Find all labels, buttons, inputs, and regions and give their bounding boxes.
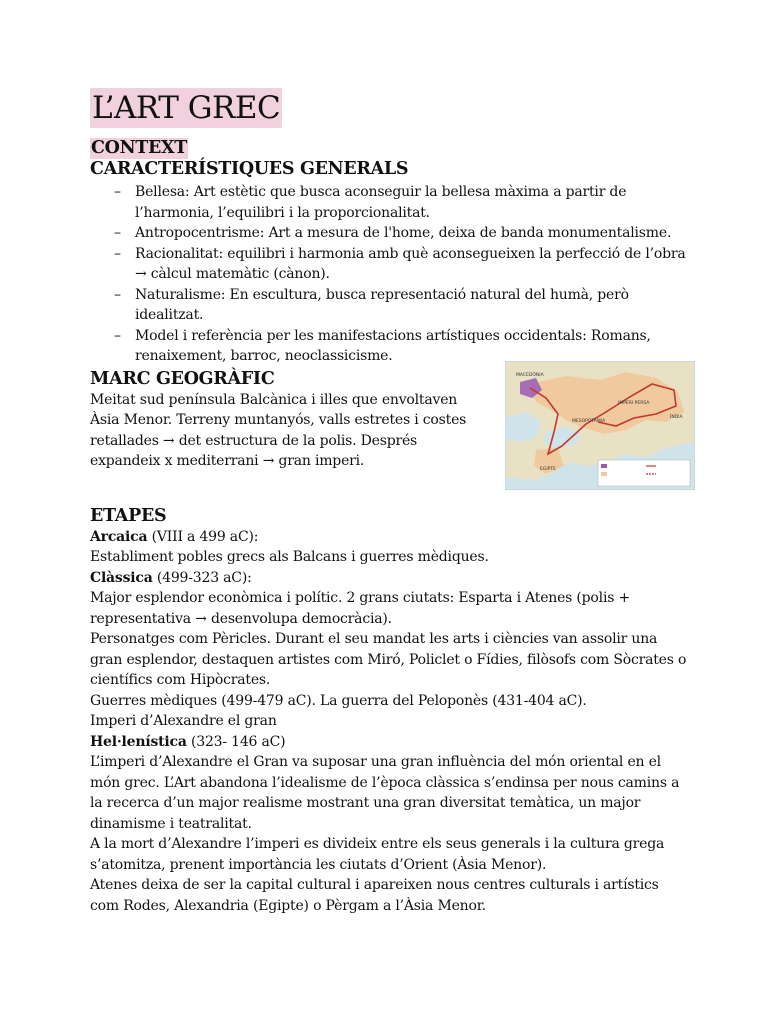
hellenistica-label: Hel·lenística bbox=[90, 733, 187, 750]
list-item: – Model i referència per les manifestacions artístiques occidentals: Romans, renaixement, barroc, neoclassicisme. bbox=[90, 326, 690, 367]
document-page bbox=[90, 88, 690, 916]
map-image bbox=[505, 361, 695, 490]
hellenistica-text-3: Atenes deixa de ser la capital cultural i apareixen nous centres culturals i artístics com Rodes, Alexandria (Egipte) o Pèrgam a l’Àsia Menor. bbox=[90, 877, 659, 914]
etapes-section bbox=[90, 506, 690, 917]
hellenistica-text-2: A la mort d’Alexandre l’imperi es divideix entre els seus generals i la cultura grega s’atomitza, prenent importància les ciutats d’Orient (Àsia Menor). bbox=[90, 836, 665, 873]
classica-line bbox=[90, 568, 690, 589]
list-item: – Naturalisme: En escultura, busca representació natural del humà, però idealitzat. bbox=[90, 285, 690, 326]
context-heading bbox=[90, 138, 690, 159]
map-label-macedonia: MACEDÒNIA bbox=[516, 372, 544, 378]
etapes-heading: ETAPES bbox=[90, 505, 167, 526]
list-item: – Antropocentrisme: Art a mesura de l'home, deixa de banda monumentalisme. bbox=[90, 223, 690, 244]
list-item: – Bellesa: Art estètic que busca aconseguir la bellesa màxima a partir de l’harmonia, l’equilibri i la proporcionalitat. bbox=[90, 182, 690, 223]
map-label-imperi-persa: IMPERI PERSA bbox=[618, 400, 650, 406]
classica-text-1: Major esplendor econòmica i polític. 2 grans ciutats: Esparta i Atenes (polis + representativa → desenvolupa democràcia). bbox=[90, 590, 630, 627]
hellenistica-line bbox=[90, 732, 690, 753]
classica-text-2: Personatges com Pèricles. Durant el seu mandat les arts i ciències van assolir una gran esplendor, destaquen artistes com Miró, Policlet o Fídies, filòsofs com Sòcrates o científics com Hipòcrates. bbox=[90, 631, 687, 688]
caracteristiques-heading: CARACTERÍSTIQUES GENERALS bbox=[90, 159, 409, 179]
caracteristiques-list bbox=[90, 182, 690, 367]
marc-text: Meitat sud península Balcànica i illes que envoltaven Àsia Menor. Terreny muntanyós, valls estretes i costes retallades → det estructura de la polis. Després expandeix x mediterrani → gran imperi. bbox=[90, 391, 467, 469]
classica-text-4: Imperi d’Alexandre el gran bbox=[90, 713, 277, 729]
arcaica-label: Arcaica bbox=[90, 528, 148, 545]
hellenistica-text-1: L’imperi d’Alexandre el Gran va suposar una gran influència del món oriental en el món grec. L’Art abandona l’idealisme de l’època clàssica s’endinsa per nous camins a la recerca d’un major realisme mostrant una gran diversitat temàtica, un major dinamisme i teatralitat. bbox=[90, 754, 680, 832]
classica-label: Clàssica bbox=[90, 569, 153, 586]
arcaica-line bbox=[90, 527, 690, 548]
map-label-mesopotamia: MESOPOTÀMIA bbox=[572, 418, 606, 424]
classica-dates: (499-323 aC): bbox=[152, 569, 252, 586]
context-heading-text: CONTEXT bbox=[91, 138, 188, 158]
marc-geografic-section bbox=[90, 369, 690, 472]
map-label-egipte: EGIPTE bbox=[540, 466, 556, 472]
list-item: – Racionalitat: equilibri i harmonia amb què aconsegueixen la perfecció de l’obra → càlcul matemàtic (cànon). bbox=[90, 244, 690, 285]
arcaica-text: Establiment pobles grecs als Balcans i guerres mèdiques. bbox=[90, 549, 489, 565]
page-title: L’ART GREC bbox=[92, 90, 281, 126]
hellenistica-dates: (323- 146 aC) bbox=[186, 733, 286, 750]
arcaica-dates: (VIII a 499 aC): bbox=[147, 528, 259, 545]
map-label-india: ÍNDIA bbox=[670, 414, 683, 420]
marc-heading: MARC GEOGRÀFIC bbox=[90, 368, 275, 389]
classica-text-3: Guerres mèdiques (499-479 aC). La guerra del Peloponès (431-404 aC). bbox=[90, 692, 587, 709]
